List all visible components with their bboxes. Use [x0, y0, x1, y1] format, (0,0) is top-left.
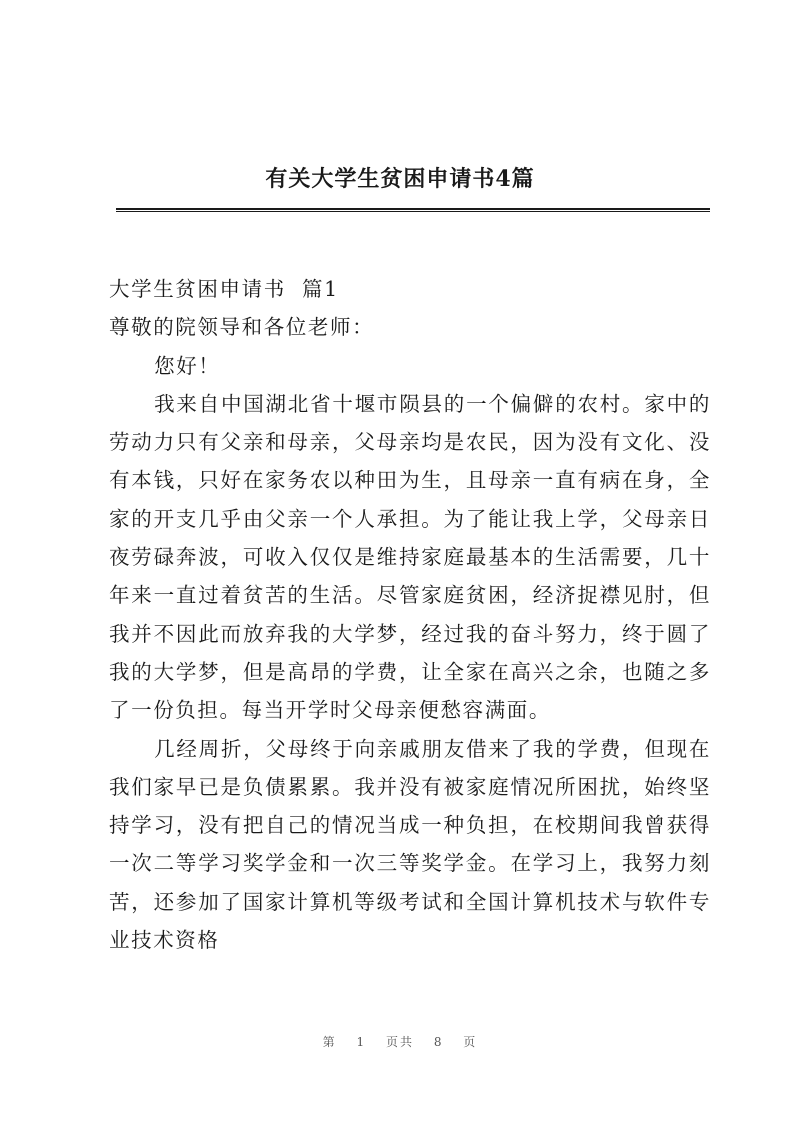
- footer-label-pages: 页: [463, 1035, 478, 1049]
- footer-label-page: 第: [322, 1035, 337, 1049]
- footer-current-page: 1: [356, 1035, 367, 1049]
- salutation: 尊敬的院领导和各位老师：: [109, 315, 375, 340]
- paragraph-2: 几经周折，父母终于向亲戚朋友借来了我的学费，但现在我们家早已是负债累累。我并没有被家庭情况所困扰，始终坚持学习，没有把自己的情况当成一种负担，在校期间我曾获得一次二等学习奖学金和一次三等奖学金。在学习上，我努力刻苦，还参加了国家计算机等级考试和全国计算机技术与软件专业技术资格: [109, 736, 711, 953]
- page-footer: [0, 1033, 800, 1050]
- title-divider: [116, 208, 710, 212]
- paragraph-1: 我来自中国湖北省十堰市陨县的一个偏僻的农村。家中的劳动力只有父亲和母亲，父母亲均是农民，因为没有文化、没有本钱，只好在家务农以种田为生，且母亲一直有病在身，全家的开支几乎由父亲一个人承担。为了能让我上学，父母亲日夜劳碌奔波，可收入仅仅是维持家庭最基本的生活需要，几十年来一直过着贫苦的生活。尽管家庭贫困，经济捉襟见肘，但我并不因此而放弃我的大学梦，经过我的奋斗努力，终于圆了我的大学梦，但是高昂的学费，让全家在高兴之余，也随之多了一份负担。每当开学时父母亲便愁容满面。: [109, 391, 711, 723]
- greeting: 您好！: [154, 353, 221, 378]
- footer-label-of: 页共: [385, 1035, 414, 1049]
- document-title: 有关大学生贫困申请书4篇: [265, 166, 535, 192]
- section-heading: 大学生贫困申请书 篇1: [109, 277, 339, 301]
- document-body: [109, 270, 711, 959]
- footer-total-pages: 8: [433, 1035, 444, 1049]
